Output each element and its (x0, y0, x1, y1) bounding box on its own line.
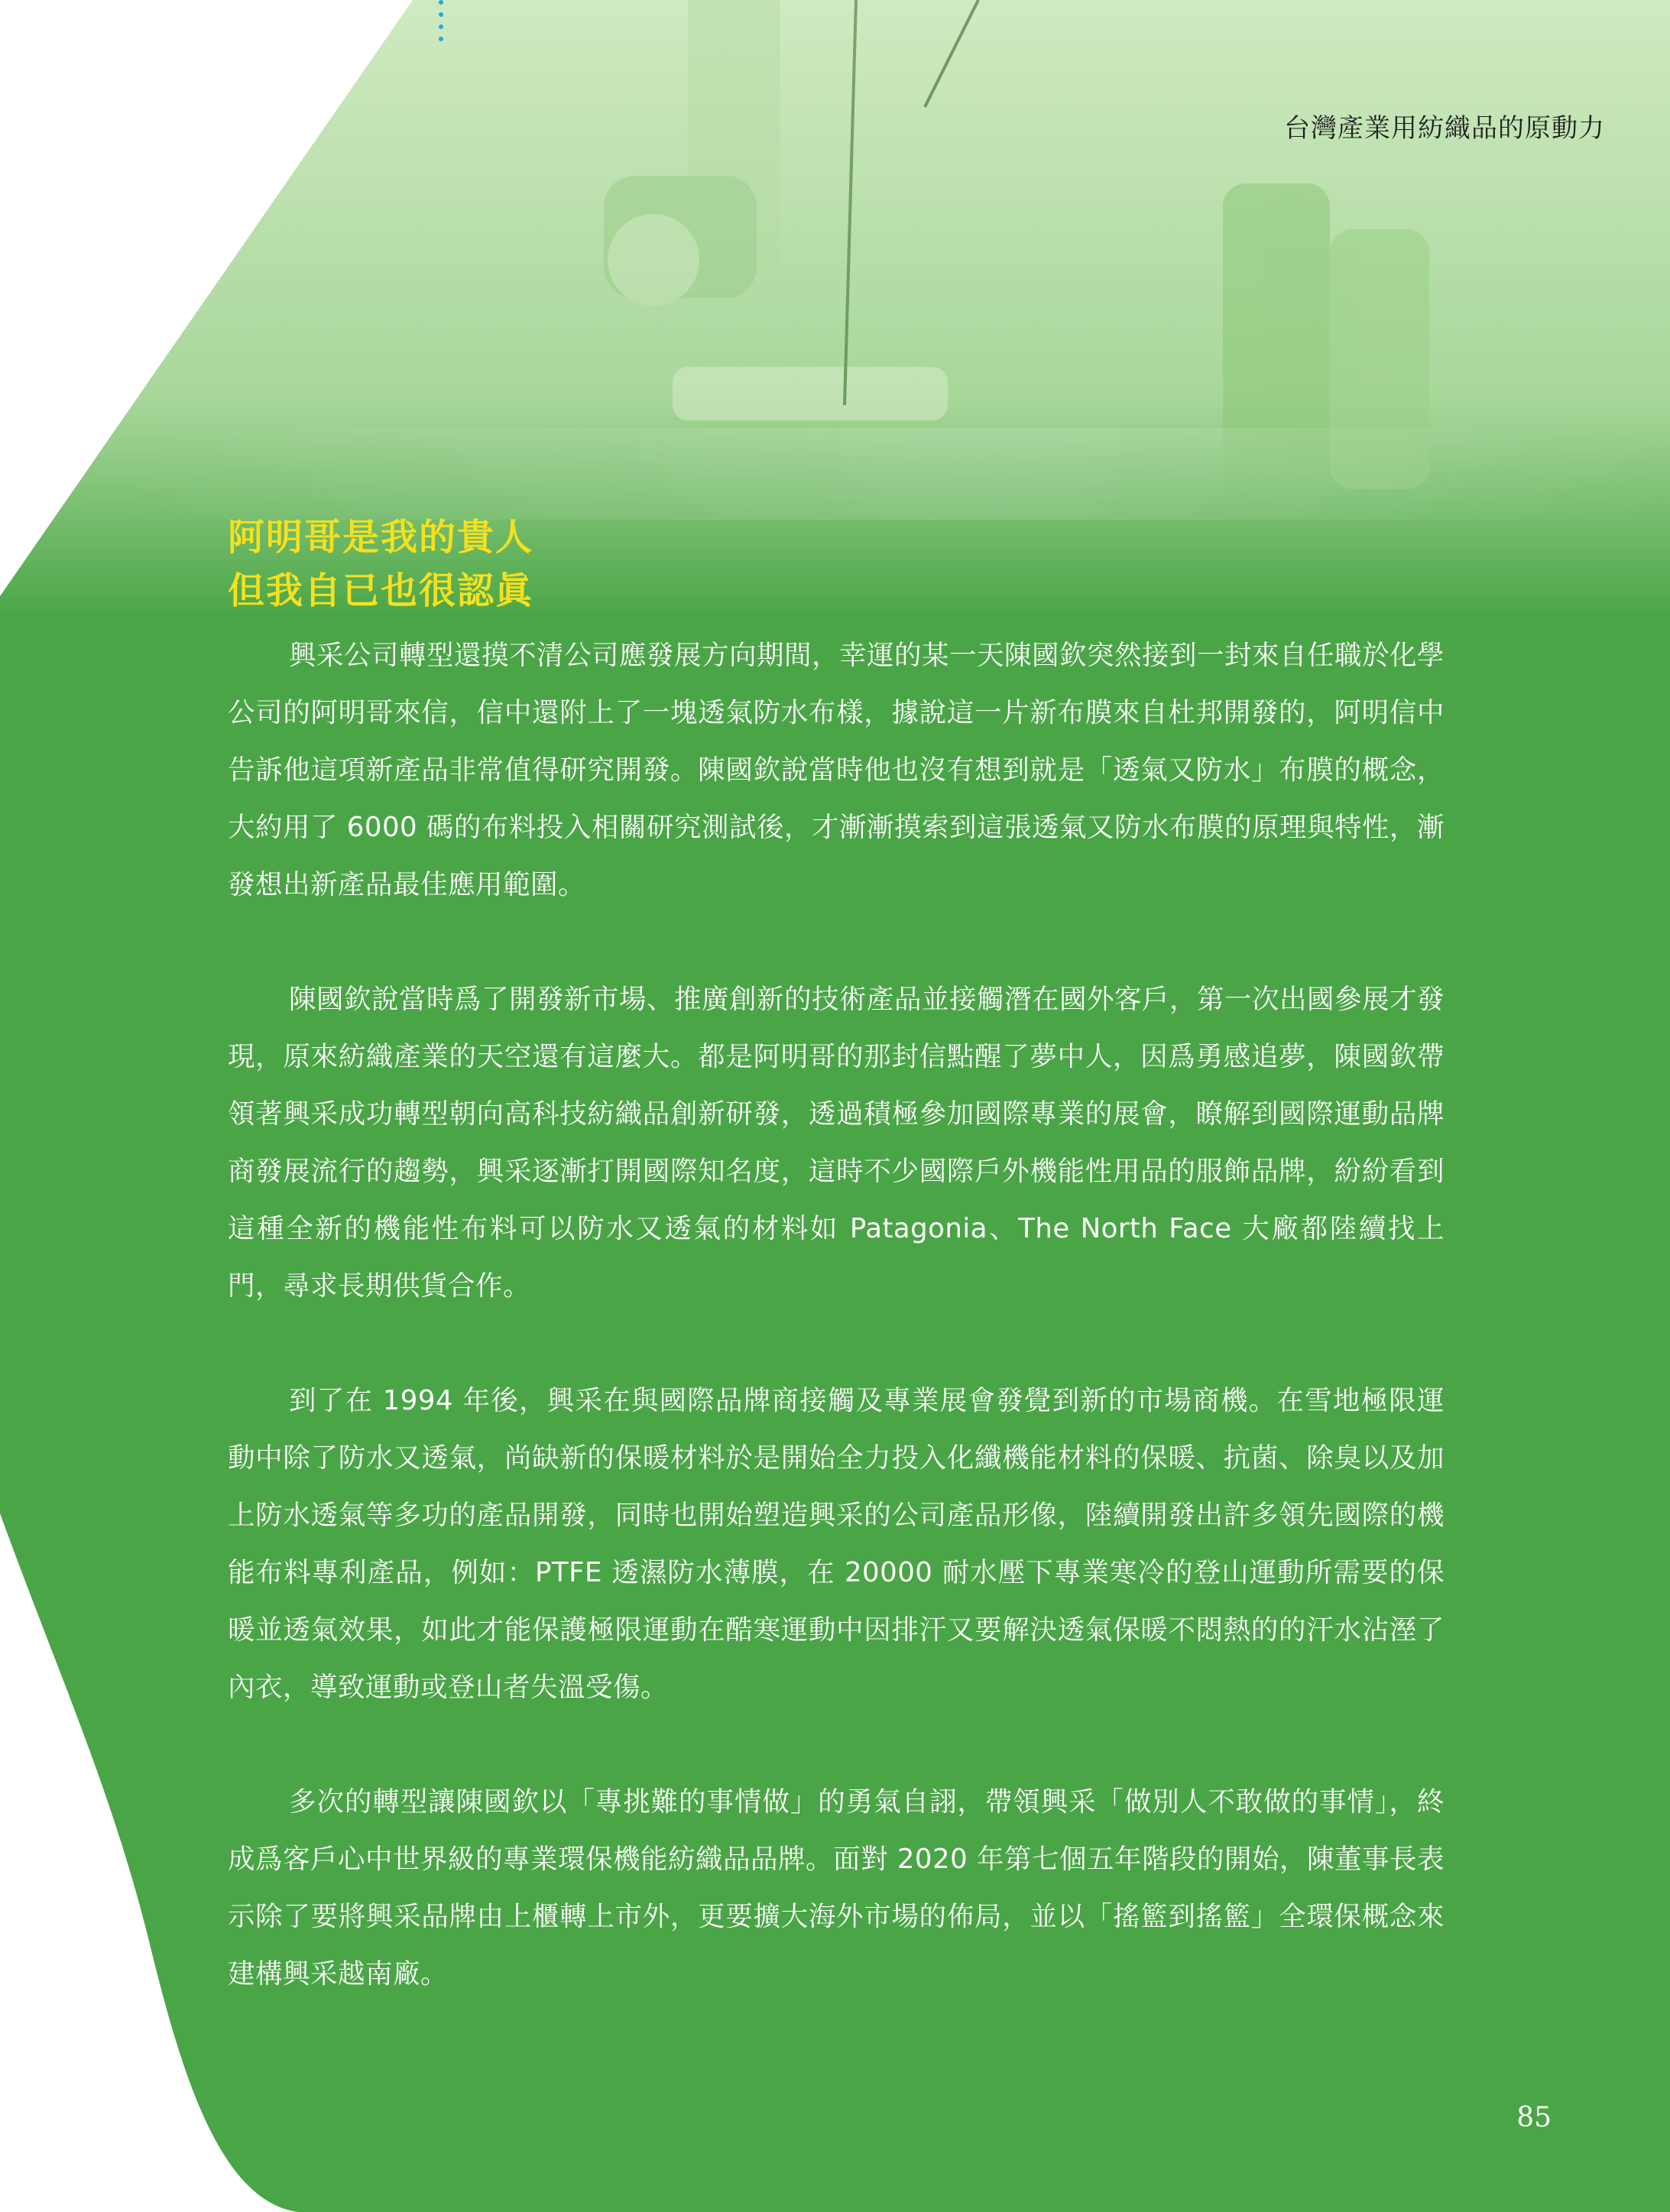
paragraph: 到了在 1994 年後，興采在與國際品牌商接觸及專業展會發覺到新的市場商機。在雪地極限運動中除了防水又透氣，尚缺新的保暖材料於是開始全力投入化纖機能材料的保暖、抗菌、除臭以及加上防水透氣等多功的產品開發，同時也開始塑造興采的公司產品形像，陸續開發出許多領先國際的機能布料專利產品，例如：PTFE 透濕防水薄膜，在 20000 耐水壓下專業寒冷的登山運動所需要的保暖並透氣效果，如此才能保護極限運動在酷寒運動中因排汗又要解決透氣保暖不悶熱的的汗水沾溼了內衣，導致運動或登山者失溫受傷。 (228, 1385, 1445, 1703)
section-title-line2: 但我自已也很認眞 (228, 569, 534, 612)
section-title (228, 511, 533, 618)
paragraph: 興采公司轉型還摸不清公司應發展方向期間，幸運的某一天陳國欽突然接到一封來自任職於化學公司的阿明哥來信，信中還附上了一塊透氣防水布樣，據說這一片新布膜來自杜邦開發的，阿明信中告訴他這項新產品非常值得研究開發。陳國欽說當時他也沒有想到就是「透氣又防水」布膜的概念，大約用了 6000 碼的布料投入相關研究測試後，才漸漸摸索到這張透氣又防水布膜的原理與特性，漸發想出新產品最佳應用範圍。 (228, 640, 1445, 900)
page-number: 85 (1516, 2102, 1552, 2133)
article-body (228, 627, 1445, 2060)
decorative-dots (439, 0, 448, 54)
paragraph: 多次的轉型讓陳國欽以「專挑難的事情做」的勇氣自詡，帶領興采「做別人不敢做的事情」，終成爲客戶心中世界級的專業環保機能紡織品品牌。面對 2020 年第七個五年階段的開始，陳董事長表示除了要將興采品牌由上櫃轉上市外，更要擴大海外市場的佈局，並以「搖籃到搖籃」全環保概念來建構興采越南廠。 (228, 1786, 1445, 1990)
section-title-line1: 阿明哥是我的貴人 (228, 516, 534, 559)
paragraph: 陳國欽說當時爲了開發新市場、推廣創新的技術產品並接觸潛在國外客戶，第一次出國參展才發現，原來紡織產業的天空還有這麼大。都是阿明哥的那封信點醒了夢中人，因爲勇感追夢，陳國欽帶領著興采成功轉型朝向高科技紡織品創新研發，透過積極參加國際專業的展會，瞭解到國際運動品牌商發展流行的趨勢，興采逐漸打開國際知名度，這時不少國際戶外機能性用品的服飾品牌，紛紛看到這種全新的機能性布料可以防水又透氣的材料如 Patagonia、The North Face 大廠都陸續找上門，尋求長期供貨合作。 (228, 984, 1445, 1302)
running-header: 台灣產業用紡織品的原動力 (1284, 113, 1605, 144)
